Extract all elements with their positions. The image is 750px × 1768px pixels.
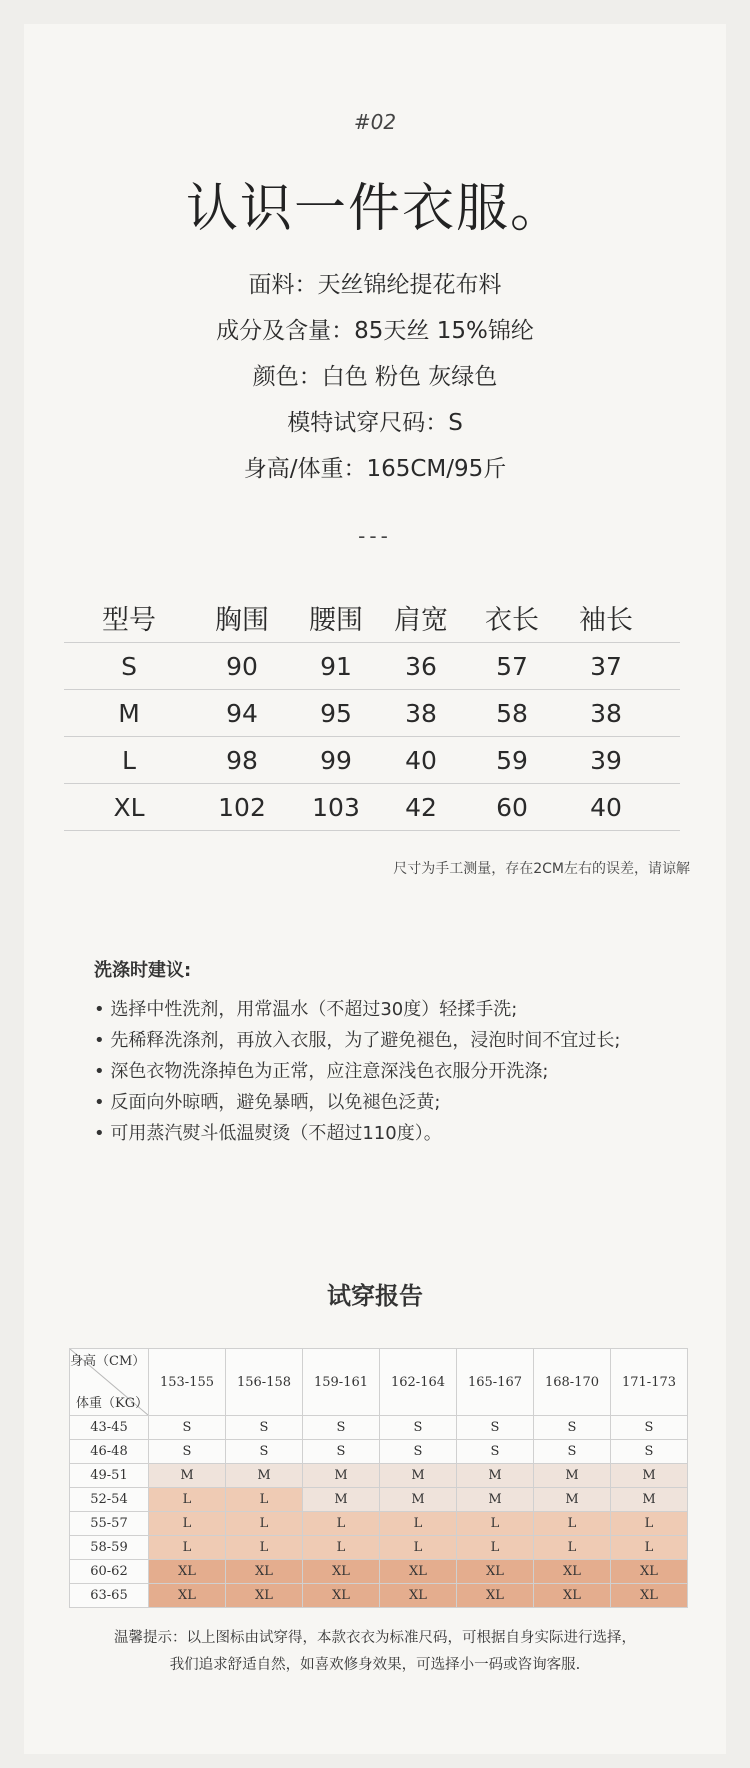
size-recommendation-cell: M: [226, 1464, 303, 1488]
size-cell: S: [121, 651, 137, 681]
footnote-line-1: 温馨提示：以上图标由试穿得，本款衣衣为标准尺码，可根据自身实际进行选择，: [114, 1630, 636, 1646]
size-recommendation-cell: M: [534, 1488, 611, 1512]
size-recommendation-cell: L: [534, 1536, 611, 1560]
fit-footnote: [0, 1625, 750, 1679]
size-table-header: [64, 592, 680, 643]
size-cell: 91: [320, 651, 352, 681]
section-tag: #02: [353, 110, 397, 134]
size-recommendation-cell: XL: [611, 1584, 688, 1608]
size-recommendation-cell: L: [380, 1536, 457, 1560]
size-header-cell: 袖长: [579, 604, 633, 636]
height-header-cell: 162-164: [380, 1349, 457, 1416]
size-cell: M: [118, 698, 140, 728]
section-divider: ---: [358, 524, 392, 548]
height-header-cell: 165-167: [457, 1349, 534, 1416]
size-recommendation-cell: L: [303, 1512, 380, 1536]
size-header-cell: 腰围: [309, 604, 363, 636]
size-recommendation-cell: S: [226, 1440, 303, 1464]
size-recommendation-cell: XL: [226, 1584, 303, 1608]
size-recommendation-cell: XL: [149, 1560, 226, 1584]
spec-model-height-weight: 身高/体重：165CM/95斤: [243, 456, 507, 482]
size-cell: 98: [226, 745, 258, 775]
size-recommendation-cell: L: [149, 1536, 226, 1560]
table-row: [64, 690, 680, 737]
spec-model-size: 模特试穿尺码：S: [287, 410, 463, 436]
spec-fabric: 面料：天丝锦纶提花布料: [248, 272, 502, 298]
size-recommendation-cell: S: [534, 1416, 611, 1440]
size-recommendation-cell: XL: [611, 1560, 688, 1584]
size-recommendation-cell: XL: [457, 1584, 534, 1608]
height-axis-label: 身高（CM）: [70, 1354, 146, 1369]
height-header-cell: 171-173: [611, 1349, 688, 1416]
size-recommendation-cell: S: [457, 1440, 534, 1464]
size-recommendation-cell: S: [380, 1416, 457, 1440]
size-recommendation-cell: M: [303, 1488, 380, 1512]
size-cell: 40: [405, 745, 437, 775]
size-recommendation-cell: L: [534, 1512, 611, 1536]
weight-cell: 46-48: [70, 1440, 149, 1464]
size-recommendation-cell: L: [226, 1488, 303, 1512]
size-recommendation-cell: XL: [457, 1560, 534, 1584]
table-row: [70, 1440, 688, 1464]
size-cell: 42: [405, 792, 437, 822]
size-cell: 94: [226, 698, 258, 728]
size-recommendation-cell: L: [226, 1536, 303, 1560]
size-recommendation-cell: XL: [380, 1560, 457, 1584]
washing-title: 洗涤时建议:: [94, 960, 192, 981]
size-recommendation-cell: S: [534, 1440, 611, 1464]
size-recommendation-cell: XL: [534, 1584, 611, 1608]
weight-cell: 63-65: [70, 1584, 149, 1608]
size-recommendation-cell: S: [149, 1416, 226, 1440]
size-cell: 40: [590, 792, 622, 822]
size-recommendation-cell: XL: [534, 1560, 611, 1584]
size-recommendation-cell: M: [149, 1464, 226, 1488]
table-row: [64, 643, 680, 690]
footnote-line-2: 我们追求舒适自然，如喜欢修身效果，可选择小一码或咨询客服.: [169, 1657, 581, 1673]
fit-corner-cell: [70, 1349, 149, 1416]
table-row: [70, 1584, 688, 1608]
size-recommendation-cell: S: [380, 1440, 457, 1464]
size-recommendation-cell: S: [303, 1416, 380, 1440]
size-recommendation-cell: XL: [149, 1584, 226, 1608]
size-cell: 59: [496, 745, 528, 775]
size-cell: XL: [113, 792, 145, 822]
spec-composition: 成分及含量：85天丝 15%锦纶: [216, 318, 534, 344]
size-recommendation-cell: M: [380, 1464, 457, 1488]
size-recommendation-cell: L: [380, 1512, 457, 1536]
list-item: • 可用蒸汽熨斗低温熨烫（不超过110度）。: [94, 1118, 714, 1149]
size-header-cell: 肩宽: [394, 604, 448, 636]
size-recommendation-cell: S: [611, 1416, 688, 1440]
height-header-cell: 156-158: [226, 1349, 303, 1416]
size-recommendation-cell: L: [611, 1512, 688, 1536]
size-recommendation-cell: XL: [303, 1560, 380, 1584]
spec-colors: 颜色：白色 粉色 灰绿色: [252, 364, 498, 390]
size-recommendation-cell: S: [611, 1440, 688, 1464]
size-recommendation-cell: XL: [380, 1584, 457, 1608]
size-header-cell: 衣长: [485, 604, 539, 636]
size-recommendation-cell: M: [380, 1488, 457, 1512]
weight-cell: 49-51: [70, 1464, 149, 1488]
table-row: [70, 1560, 688, 1584]
size-cell: 60: [496, 792, 528, 822]
list-item: • 深色衣物洗涤掉色为正常，应注意深浅色衣服分开洗涤;: [94, 1056, 714, 1087]
weight-cell: 60-62: [70, 1560, 149, 1584]
size-table-note: 尺寸为手工测量，存在2CM左右的误差，请谅解: [393, 861, 690, 877]
table-row: [64, 737, 680, 784]
size-recommendation-cell: L: [457, 1536, 534, 1560]
table-row: [70, 1512, 688, 1536]
page-title: 认识一件衣服。: [185, 179, 564, 239]
weight-cell: 43-45: [70, 1416, 149, 1440]
washing-list: [94, 994, 714, 1149]
size-recommendation-cell: L: [226, 1512, 303, 1536]
size-cell: 102: [218, 792, 266, 822]
size-cell: 99: [320, 745, 352, 775]
size-recommendation-cell: L: [611, 1536, 688, 1560]
size-recommendation-cell: S: [457, 1416, 534, 1440]
size-cell: 38: [405, 698, 437, 728]
list-item: • 先稀释洗涤剂，再放入衣服，为了避免褪色，浸泡时间不宜过长;: [94, 1025, 714, 1056]
size-cell: 38: [590, 698, 622, 728]
size-recommendation-cell: M: [457, 1464, 534, 1488]
size-recommendation-cell: M: [303, 1464, 380, 1488]
list-item: • 反面向外晾晒，避免暴晒，以免褪色泛黄;: [94, 1087, 714, 1118]
size-recommendation-cell: M: [611, 1488, 688, 1512]
list-item: • 选择中性洗剂，用常温水（不超过30度）轻揉手洗;: [94, 994, 714, 1025]
size-cell: 58: [496, 698, 528, 728]
weight-axis-label: 体重（KG）: [76, 1396, 148, 1411]
size-header-cell: 胸围: [215, 604, 269, 636]
fit-header-row: [70, 1349, 688, 1416]
size-cell: 37: [590, 651, 622, 681]
size-cell: 36: [405, 651, 437, 681]
size-recommendation-cell: S: [303, 1440, 380, 1464]
fit-report-table: [69, 1348, 688, 1608]
height-header-cell: 159-161: [303, 1349, 380, 1416]
size-recommendation-cell: S: [226, 1416, 303, 1440]
size-cell: L: [122, 745, 136, 775]
size-cell: 95: [320, 698, 352, 728]
size-recommendation-cell: M: [457, 1488, 534, 1512]
height-header-cell: 153-155: [149, 1349, 226, 1416]
table-row: [70, 1536, 688, 1560]
size-recommendation-cell: M: [534, 1464, 611, 1488]
size-cell: 39: [590, 745, 622, 775]
table-row: [70, 1464, 688, 1488]
size-recommendation-cell: XL: [303, 1584, 380, 1608]
size-recommendation-cell: S: [149, 1440, 226, 1464]
size-cell: 57: [496, 651, 528, 681]
size-cell: 90: [226, 651, 258, 681]
size-recommendation-cell: L: [149, 1488, 226, 1512]
size-recommendation-cell: L: [457, 1512, 534, 1536]
size-recommendation-cell: XL: [226, 1560, 303, 1584]
size-cell: 103: [312, 792, 360, 822]
weight-cell: 55-57: [70, 1512, 149, 1536]
weight-cell: 58-59: [70, 1536, 149, 1560]
size-table: [64, 592, 680, 831]
weight-cell: 52-54: [70, 1488, 149, 1512]
size-recommendation-cell: M: [611, 1464, 688, 1488]
spec-list: [0, 262, 750, 492]
table-row: [64, 784, 680, 831]
size-recommendation-cell: L: [149, 1512, 226, 1536]
table-row: [70, 1416, 688, 1440]
size-header-cell: 型号: [102, 604, 156, 636]
fit-report-title: 试穿报告: [327, 1282, 423, 1310]
size-recommendation-cell: L: [303, 1536, 380, 1560]
height-header-cell: 168-170: [534, 1349, 611, 1416]
table-row: [70, 1488, 688, 1512]
